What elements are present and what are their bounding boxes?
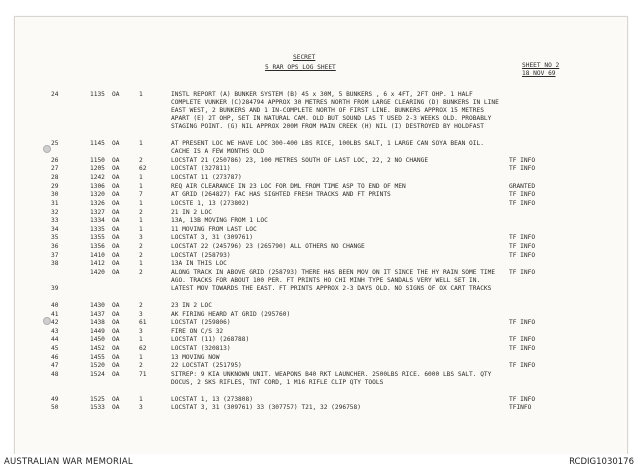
callsign-cell: 1 xyxy=(139,182,143,190)
serial-cell: 41 xyxy=(51,310,59,318)
table-row xyxy=(15,302,627,310)
serial-cell: 32 xyxy=(51,208,59,216)
message-cell: 11 MOVING FROM LAST LOC xyxy=(171,225,257,233)
table-row xyxy=(15,200,627,208)
action-cell: TF INFO xyxy=(509,199,536,207)
callsign-cell: 1 xyxy=(139,217,143,225)
callsign-cell: 3 xyxy=(139,327,143,335)
serial-cell: 49 xyxy=(51,395,59,403)
callsign-cell: 2 xyxy=(139,362,143,370)
message-cell: LOCSTAT 3, 31 (309761) xyxy=(171,234,253,242)
serial-cell: 31 xyxy=(51,199,59,207)
callsign-cell: 1 xyxy=(139,260,143,268)
time-cell: 1150 xyxy=(90,156,105,164)
time-cell: 1437 xyxy=(90,310,105,318)
serial-cell: 45 xyxy=(51,345,59,353)
table-row xyxy=(15,183,627,191)
table-row xyxy=(15,269,627,301)
action-cell: TF INFO xyxy=(509,319,536,327)
serial-cell: 26 xyxy=(51,156,59,164)
table-row xyxy=(15,209,627,217)
serial-cell: 42 xyxy=(51,319,59,327)
time-cell: 1420 xyxy=(90,269,105,277)
serial-cell: 30 xyxy=(51,191,59,199)
unit-cell: OA xyxy=(112,301,120,309)
table-row xyxy=(15,311,627,319)
action-cell: TF INFO xyxy=(509,336,536,344)
table-row xyxy=(15,396,627,404)
action-cell: TF INFO xyxy=(509,345,536,353)
action-cell: TF INFO xyxy=(509,234,536,242)
unit-cell: OA xyxy=(112,156,120,164)
action-cell: GRANTED xyxy=(509,182,536,190)
classification: SECRET xyxy=(293,54,316,61)
callsign-cell: 2 xyxy=(139,208,143,216)
message-cell: LOCSTAT 22 (245796) 23 (265790) ALL OTHERS NO CHANGE xyxy=(171,243,365,251)
callsign-cell: 3 xyxy=(139,234,143,242)
unit-cell: OA xyxy=(112,362,120,370)
table-row xyxy=(15,252,627,260)
serial-cell: 38 xyxy=(51,260,59,268)
unit-cell: OA xyxy=(112,371,120,379)
serial-cell: 35 xyxy=(51,234,59,242)
time-cell: 1145 xyxy=(90,139,105,147)
message-cell: INSTL REPORT (A) BUNKER SYSTEM (B) 45 x 30M, 5 BUNKERS , 6 x 4FT, 2FT OHP. 1 HALF COMPLETE VUNKER (C)284794 APPROX 30 METRES NORTH FROM LARGE CLEARING (D) BUNKERS IN LINE EAST WEST, 2 BUNKERS AND 1 IN-COMPLETE NORTH OF FIRST LINE. BUNKERS APPROX 15 METRES APART (E) 2T OHP, SET IN NATURAL CAM. OLD BUT SOUND LAS T USED 2-3 WEEKS OLD. PROBABLY STAGING POINT. (G) NIL APPROX 200M FROM MAIN CREEK (H) NIL (I) DESTROYED BY HOLDFAST xyxy=(171,91,499,130)
serial-cell: 24 xyxy=(51,91,59,98)
callsign-cell: 1 xyxy=(139,139,143,147)
action-cell: TF INFO xyxy=(509,191,536,199)
time-cell: 1438 xyxy=(90,319,105,327)
time-cell: 1355 xyxy=(90,234,105,242)
callsign-cell: 7 xyxy=(139,191,143,199)
table-row xyxy=(15,260,627,268)
time-cell: 1525 xyxy=(90,395,105,403)
table-row xyxy=(15,191,627,199)
callsign-cell: 2 xyxy=(139,156,143,164)
serial-cell: 43 xyxy=(51,327,59,335)
serial-cell: 28 xyxy=(51,173,59,181)
time-cell: 1450 xyxy=(90,336,105,344)
unit-cell: OA xyxy=(112,310,120,318)
serial-cell: 40 xyxy=(51,301,59,309)
table-row xyxy=(15,157,627,165)
table-row xyxy=(15,91,627,139)
message-cell: 22 LOCSTAT (251795) xyxy=(171,362,242,370)
time-cell: 1334 xyxy=(90,217,105,225)
sheet-number: SHEET NO 2 xyxy=(522,62,560,69)
table-row xyxy=(15,354,627,362)
unit-cell: OA xyxy=(112,327,120,335)
message-cell: LOCSTAT 11 (273787) xyxy=(171,173,242,181)
time-cell: 1524 xyxy=(90,371,105,379)
callsign-cell: 62 xyxy=(139,345,147,353)
callsign-cell: 1 xyxy=(139,395,143,403)
time-cell: 1455 xyxy=(90,353,105,361)
action-cell: TF INFO xyxy=(509,251,536,259)
message-cell: LOCSTAT (259806) xyxy=(171,319,231,327)
message-cell: 13 MOVING NOW xyxy=(171,353,220,361)
action-cell: TFINFO xyxy=(509,404,532,412)
page-title: 5 RAR OPS LOG SHEET xyxy=(265,64,336,71)
message-cell: LOCSTAT 1, 13 (273808) xyxy=(171,395,253,403)
message-cell: AK FIRING HEARD AT GRID (295760) xyxy=(171,310,291,318)
message-cell: LOCSTAT 3, 31 (309761) 33 (307757) T21, 32 (296758) xyxy=(171,404,361,412)
message-cell: 23 IN 2 LOC xyxy=(171,301,212,309)
serial-cell: 48 xyxy=(51,371,59,379)
action-cell: TF INFO xyxy=(509,243,536,251)
serial-cell: 47 xyxy=(51,362,59,370)
serial-cell: 50 xyxy=(51,404,59,412)
action-cell: TF INFO xyxy=(509,362,536,370)
message-cell: 21 IN 2 LOC xyxy=(171,208,212,216)
unit-cell: OA xyxy=(112,217,120,225)
action-cell: TF INFO xyxy=(509,269,536,277)
time-cell: 1335 xyxy=(90,225,105,233)
unit-cell: OA xyxy=(112,91,120,98)
time-cell: 1449 xyxy=(90,327,105,335)
table-row xyxy=(15,140,627,156)
message-cell: LOCSTAT (258793) xyxy=(171,251,231,259)
unit-cell: OA xyxy=(112,139,120,147)
callsign-cell: 1 xyxy=(139,336,143,344)
unit-cell: OA xyxy=(112,260,120,268)
unit-cell: OA xyxy=(112,182,120,190)
unit-cell: OA xyxy=(112,319,120,327)
unit-cell: OA xyxy=(112,165,120,173)
time-cell: 1533 xyxy=(90,404,105,412)
unit-cell: OA xyxy=(112,173,120,181)
time-cell: 1327 xyxy=(90,208,105,216)
callsign-cell: 3 xyxy=(139,310,143,318)
table-row xyxy=(15,174,627,182)
table-row xyxy=(15,328,627,336)
message-cell: LOCSTAT 21 (250786) 23, 100 METRES SOUTH OF LAST LOC, 22, 2 NO CHANGE xyxy=(171,156,429,164)
message-cell: SITREP: 9 KIA UNKNOWN UNIT. WEAPONS B40 RKT LAUNCHER. 2500LBS RICE. 6000 LBS SALT. QTY DOCUS, 2 SKS RIFLES, TNT CORD, 1 M16 RIFLE CLIP QTY TOOLS xyxy=(171,371,492,387)
serial-cell: 27 xyxy=(51,165,59,173)
callsign-cell: 1 xyxy=(139,91,143,98)
unit-cell: OA xyxy=(112,269,120,277)
time-cell: 1326 xyxy=(90,199,105,207)
message-cell: 13A IN THIS LOC xyxy=(171,260,227,268)
unit-cell: OA xyxy=(112,243,120,251)
callsign-cell: 61 xyxy=(139,319,147,327)
serial-cell: 33 xyxy=(51,217,59,225)
message-cell: FIRE ON C/S 32 xyxy=(171,327,224,335)
footer xyxy=(0,454,640,470)
unit-cell: OA xyxy=(112,191,120,199)
table-row xyxy=(15,371,627,395)
time-cell: 1520 xyxy=(90,362,105,370)
time-cell: 1320 xyxy=(90,191,105,199)
unit-cell: OA xyxy=(112,395,120,403)
serial-cell: 46 xyxy=(51,353,59,361)
callsign-cell: 2 xyxy=(139,269,143,277)
callsign-cell: 3 xyxy=(139,404,143,412)
table-row xyxy=(15,404,627,412)
unit-cell: OA xyxy=(112,208,120,216)
message-cell: AT GRID (264827) FAC HAS SIGHTED FRESH TRACKS AND FT PRINTS xyxy=(171,191,391,199)
unit-cell: OA xyxy=(112,199,120,207)
unit-cell: OA xyxy=(112,336,120,344)
table-row xyxy=(15,345,627,353)
serial-cell: 29 xyxy=(51,182,59,190)
time-cell: 1205 xyxy=(90,165,105,173)
message-cell: LOCSTAT (320813) xyxy=(171,345,231,353)
message-cell: LOCSTAT (327811) xyxy=(171,165,231,173)
unit-cell: OA xyxy=(112,234,120,242)
unit-cell: OA xyxy=(112,251,120,259)
callsign-cell: 2 xyxy=(139,301,143,309)
footer-ref: RCDIG1030176 xyxy=(569,457,634,467)
log-sheet xyxy=(14,16,628,456)
callsign-cell: 1 xyxy=(139,199,143,207)
time-cell: 1356 xyxy=(90,243,105,251)
callsign-cell: 1 xyxy=(139,225,143,233)
table-row xyxy=(15,319,627,327)
serial-cell: 25 xyxy=(51,139,59,147)
callsign-cell: 1 xyxy=(139,173,143,181)
unit-cell: OA xyxy=(112,225,120,233)
callsign-cell: 71 xyxy=(139,371,147,379)
serial-cell: 44 xyxy=(51,336,59,344)
action-cell: TF INFO xyxy=(509,395,536,403)
time-cell: 1412 xyxy=(90,260,105,268)
time-cell: 1306 xyxy=(90,182,105,190)
serial-cell: 34 xyxy=(51,225,59,233)
log-date: 18 NOV 69 xyxy=(522,70,556,77)
time-cell: 1242 xyxy=(90,173,105,181)
table-row xyxy=(15,165,627,173)
message-cell: AT PRESENT LOC WE HAVE LOC 300-400 LBS RICE, 100LBS SALT, 1 LARGE CAN SOYA BEAN OIL. CACHE IS A FEW MONTHS OLD xyxy=(171,139,484,155)
table-row xyxy=(15,217,627,225)
time-cell: 1452 xyxy=(90,345,105,353)
callsign-cell: 2 xyxy=(139,243,143,251)
table-row xyxy=(15,234,627,242)
callsign-cell: 1 xyxy=(139,353,143,361)
time-cell: 1135 xyxy=(90,91,105,98)
message-cell: REQ AIR CLEARANCE IN 23 LOC FOR DML FROM TIME ASP TO END OF MEN xyxy=(171,182,406,190)
message-cell: LOCSTE 1, 13 (273802) xyxy=(171,199,250,207)
unit-cell: OA xyxy=(112,404,120,412)
table-row xyxy=(15,243,627,251)
table-row xyxy=(15,362,627,370)
callsign-cell: 2 xyxy=(139,251,143,259)
callsign-cell: 62 xyxy=(139,165,147,173)
footer-source: AUSTRALIAN WAR MEMORIAL xyxy=(4,457,133,467)
action-cell: TF INFO xyxy=(509,165,536,173)
unit-cell: OA xyxy=(112,353,120,361)
table-row xyxy=(15,336,627,344)
time-cell: 1430 xyxy=(90,301,105,309)
serial-cell: 37 xyxy=(51,251,59,259)
message-cell: 13A, 13B MOVING FROM 1 LOC xyxy=(171,217,268,225)
unit-cell: OA xyxy=(112,345,120,353)
table-row xyxy=(15,226,627,234)
serial-cell: 39 xyxy=(51,285,59,293)
message-cell: ALONG TRACK IN ABOVE GRID (258793) THERE HAS BEEN MOV ON IT SINCE THE HY RAIN SOME TIME AGO. TRACKS FOR ABOUT 100 PER. FT PRINTS HO CHI MINH TYPE SANDALS VERY WELL SET IN. LATEST MOV TOWARDS THE EAST. FT PRINTS APPROX 2-3 DAYS OLD. NO SIGNS OF OX CART TRACKS xyxy=(171,269,496,293)
message-cell: LOCSTAT (11) (268788) xyxy=(171,336,250,344)
action-cell: TF INFO xyxy=(509,156,536,164)
time-cell: 1410 xyxy=(90,251,105,259)
serial-cell: 36 xyxy=(51,243,59,251)
